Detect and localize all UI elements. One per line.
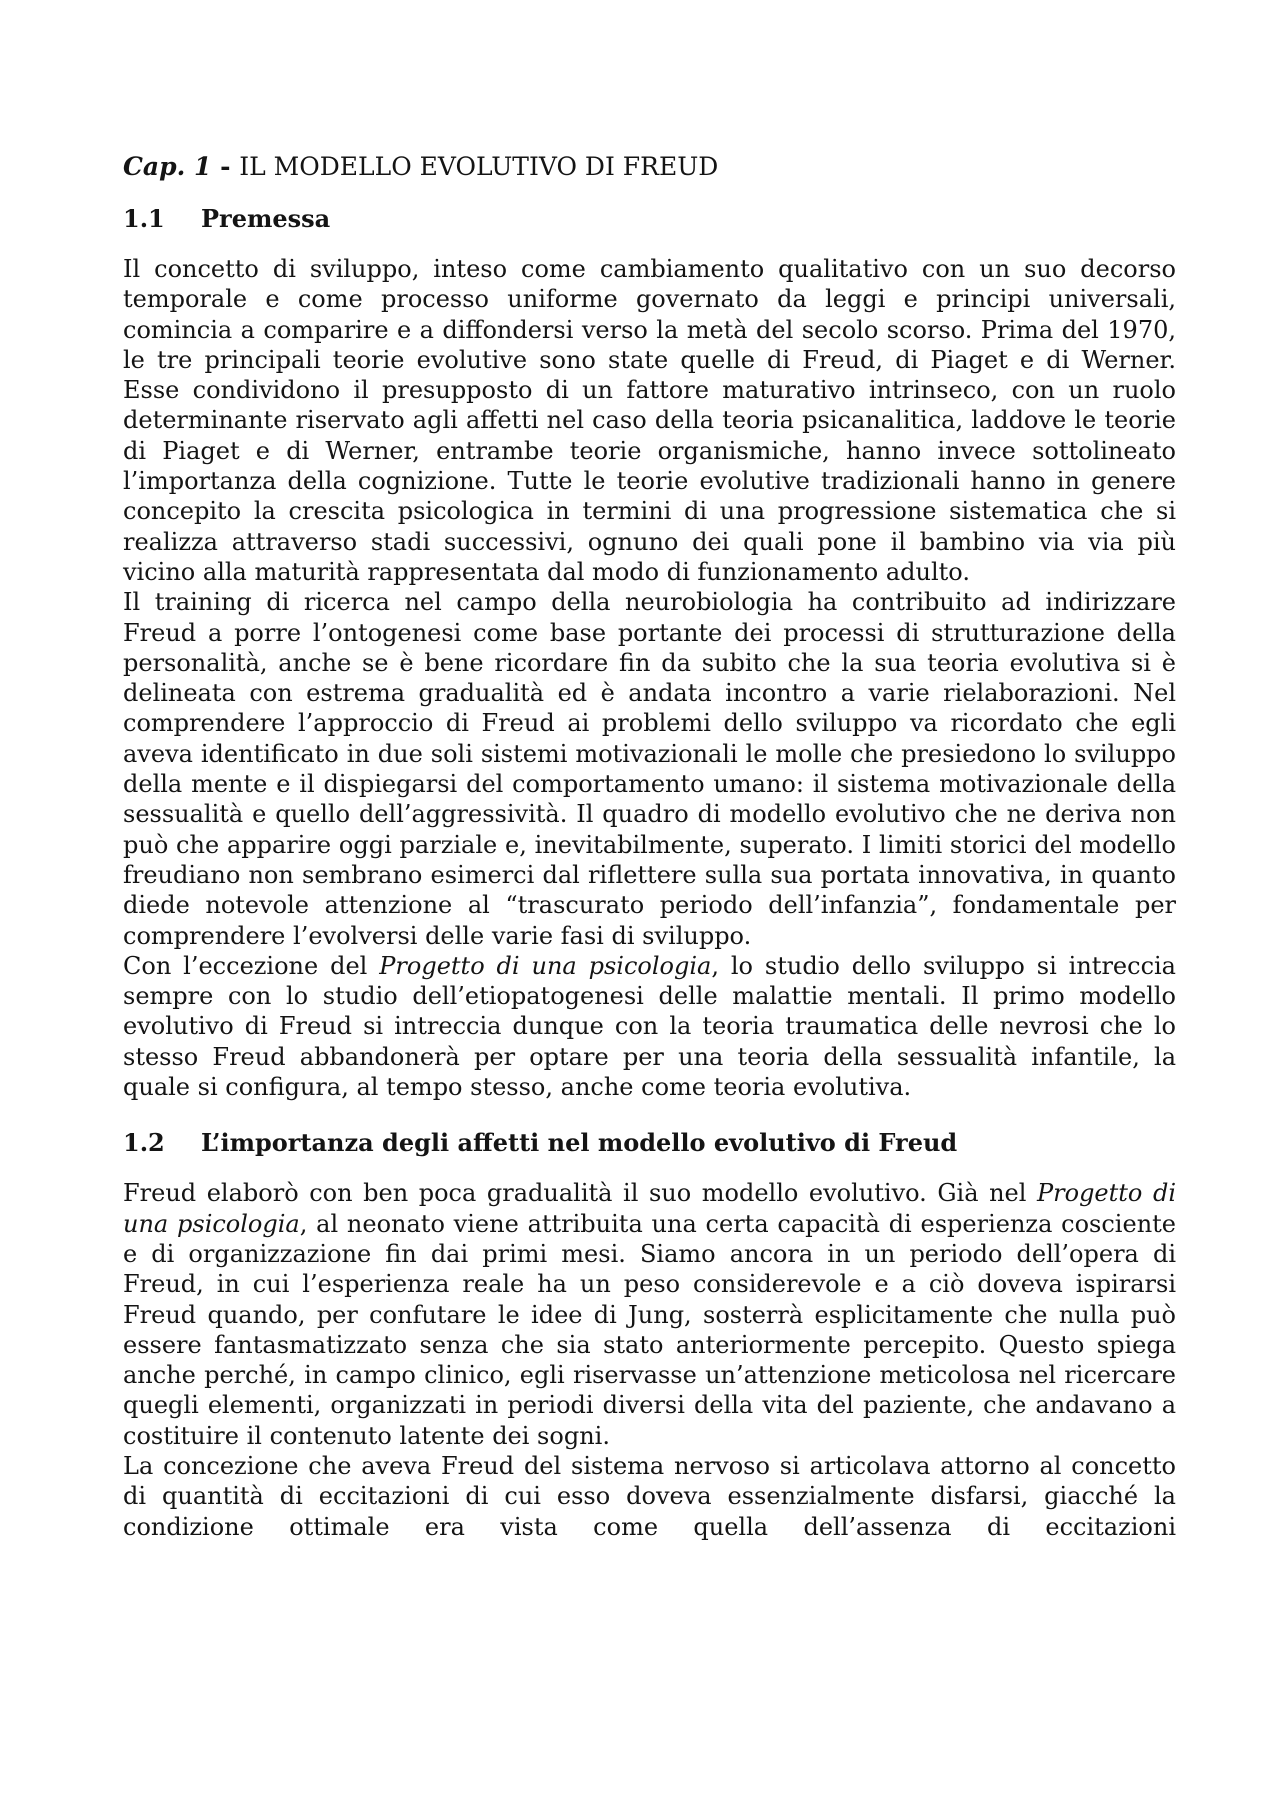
section-number: 1.1 (123, 204, 165, 233)
paragraph-text: Freud elaborò con ben poca gradualità il suo modello evolutivo. Già nel (123, 1179, 1037, 1208)
paragraph-text: Con l’eccezione del (123, 951, 380, 980)
paragraph (123, 1178, 1176, 1451)
paragraph: Il concetto di sviluppo, inteso come cambiamento qualitativo con un suo decorso temporale e come processo uniforme governato da leggi e principi universali, comincia a comparire e a diffondersi verso la metà del secolo scorso. Prima del 1970, le tre principali teorie evolutive sono state quelle di Freud, di Piaget e di Werner. Esse condividono il presupposto di un fattore maturativo intrinseco, con un ruolo determinante riservato agli affetti nel caso della teoria psicanalitica, laddove le teorie di Piaget e di Werner, entrambe teorie organismiche, hanno invece sottolineato l’importanza della cognizione. Tutte le teorie evolutive tradizionali hanno in genere concepito la crescita psicologica in termini di una progressione sistematica che si realizza attraverso stadi successivi, ognuno dei quali pone il bambino via via più vicino alla maturità rappresentata dal modo di funzionamento adulto. (123, 255, 1176, 586)
chapter-label: Cap. 1 (123, 152, 212, 181)
paragraph-text: , al neonato viene attribuita una certa capacità di esperienza cosciente e di organizzazione fin dai primi mesi. Siamo ancora in un periodo dell’opera di Freud, in cui l’esperienza reale ha un peso considerevole e a ciò doveva ispirarsi Freud quando, per confutare le idee di Jung, sosterrà esplicitamente che nulla può essere fantasmatizzato senza che sia stato anteriormente percepito. Questo spiega anche perché, in campo clinico, egli riservasse un’attenzione meticolosa nel ricercare quegli elementi, organizzati in periodi diversi della vita del paziente, che andavano a costituire il contenuto latente dei sogni. (123, 1209, 1176, 1450)
section-number: 1.2 (123, 1128, 165, 1158)
paragraph-text: , lo studio dello sviluppo si intreccia sempre con lo studio dell’etiopatogenesi delle malattie mentali. Il primo modello evolutivo di Freud si intreccia dunque con la teoria traumatica delle nevrosi che lo stesso Freud abbandonerà per optare per una teoria della sessualità infantile, la quale si configura, al tempo stesso, anche come teoria evolutiva. (123, 951, 1176, 1102)
chapter-dash: - (211, 152, 240, 181)
paragraph: Il training di ricerca nel campo della neurobiologia ha contribuito ad indirizzare Freud a porre l’ontogenesi come base portante dei processi di strutturazione della personalità, anche se è bene ricordare fin da subito che la sua teoria evolutiva si è delineata con estrema gradualità ed è andata incontro a varie rielaborazioni. Nel comprendere l’approccio di Freud ai problemi dello sviluppo va ricordato che egli aveva identificato in due soli sistemi motivazionali le molle che presiedono lo sviluppo della mente e il dispiegarsi del comportamento umano: il sistema motivazionale della sessualità e quello dell’aggressività. Il quadro di modello evolutivo che ne deriva non può che apparire oggi parziale e, inevitabilmente, superato. I limiti storici del modello freudiano non sembrano esimerci dal riflettere sulla sua portata innovativa, in quanto diede notevole attenzione al “trascurato periodo dell’infanzia”, fondamentale per comprendere l’evolversi delle varie fasi di sviluppo. (123, 588, 1176, 950)
paragraph (123, 951, 1176, 1102)
paragraph: La concezione che aveva Freud del sistema nervoso si articolava attorno al concetto di quantità di eccitazioni di cui esso doveva essenzialmente disfarsi, giacché la condizione ottimale era vista come quella dell’assenza di eccitazioni (123, 1451, 1176, 1541)
book-title: Progetto di una psicologia (123, 1179, 1176, 1238)
chapter-title-text: IL MODELLO EVOLUTIVO DI FREUD (239, 152, 719, 181)
section-premessa (123, 202, 1176, 1102)
section-importanza-affetti (123, 1126, 1176, 1542)
page-content (123, 150, 1176, 1566)
section-title: L’importanza degli affetti nel modello evolutivo di Freud (201, 1128, 958, 1158)
chapter-title (123, 150, 1176, 184)
section-heading (123, 202, 1176, 236)
section-title: Premessa (201, 204, 331, 233)
book-title: Progetto di una psicologia (379, 951, 712, 980)
section-heading (123, 1126, 1176, 1160)
